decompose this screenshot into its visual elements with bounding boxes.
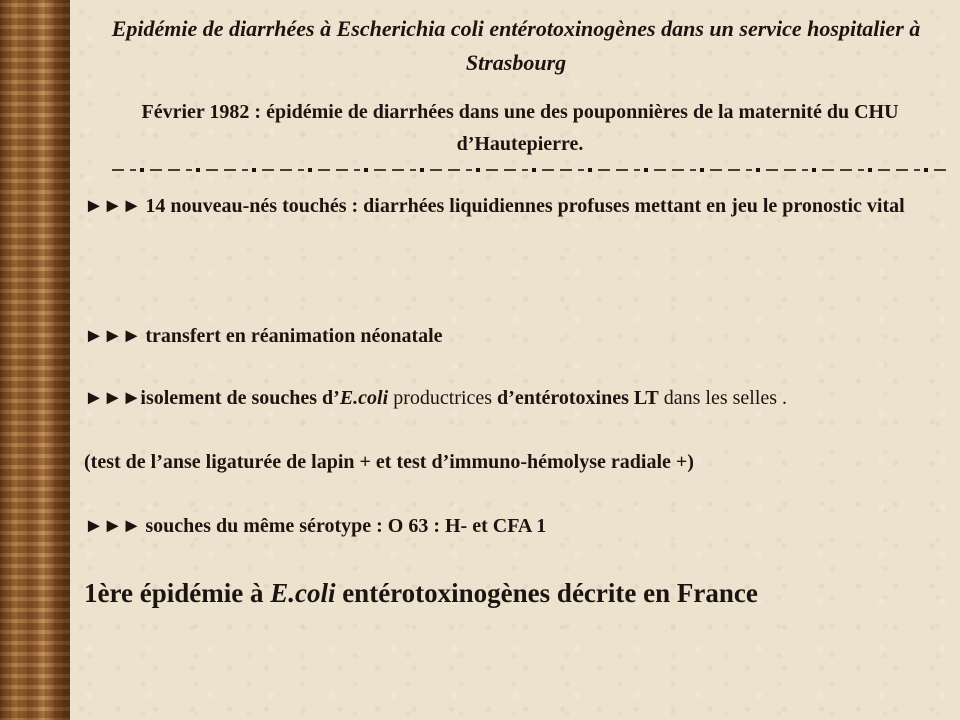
point-text-d: d’entérotoxines LT bbox=[497, 387, 659, 409]
bullet-marker: ►►► bbox=[84, 387, 141, 409]
divider-dot bbox=[196, 168, 200, 172]
slide-content bbox=[72, 0, 960, 720]
divider-dot bbox=[644, 168, 648, 172]
divider-dot bbox=[420, 168, 424, 172]
slide-subtitle: Février 1982 : épidémie de diarrhées dans une des pouponnières de la maternité du CHU d’Hautepierre. bbox=[141, 101, 899, 155]
divider-dot bbox=[924, 168, 928, 172]
conclusion-text-c: entérotoxinogènes décrite en France bbox=[335, 578, 758, 608]
slide-title: Epidémie de diarrhées à Escherichia coli entérotoxinogènes dans un service hospitalier à Strasbourg bbox=[111, 16, 921, 75]
point-newborns-affected bbox=[84, 190, 959, 222]
point-serotype bbox=[84, 510, 959, 542]
divider-dot bbox=[812, 168, 816, 172]
point-text: 14 nouveau-nés touchés : diarrhées liquidiennes profuses mettant en jeu le pronostic vital bbox=[145, 195, 905, 217]
species-name: E.coli bbox=[339, 387, 389, 409]
conclusion-species: E.coli bbox=[270, 578, 336, 608]
point-text: souches du même sérotype : O 63 : H- et CFA 1 bbox=[145, 515, 547, 537]
divider-dot bbox=[364, 168, 368, 172]
divider-dot bbox=[308, 168, 312, 172]
divider-dot bbox=[252, 168, 256, 172]
divider-dot bbox=[868, 168, 872, 172]
decorative-wood-border bbox=[0, 0, 70, 720]
bullet-marker: ►►► bbox=[84, 515, 141, 537]
point-transfer bbox=[84, 320, 959, 352]
conclusion bbox=[84, 574, 959, 612]
divider-dot bbox=[140, 168, 144, 172]
dash-dot-divider bbox=[112, 160, 952, 180]
divider-dot bbox=[756, 168, 760, 172]
point-test-note: (test de l’anse ligaturée de lapin + et test d’immuno-hémolyse radiale +) bbox=[84, 451, 694, 473]
point-text-c: productrices bbox=[388, 387, 498, 409]
point-text: transfert en réanimation néonatale bbox=[145, 325, 443, 347]
divider-dot bbox=[532, 168, 536, 172]
divider-dot bbox=[476, 168, 480, 172]
point-text-a: isolement de souches d’ bbox=[140, 387, 340, 409]
divider-dot bbox=[588, 168, 592, 172]
point-isolation bbox=[84, 382, 959, 414]
bullet-marker: ►►► bbox=[84, 325, 141, 347]
conclusion-text-a: 1ère épidémie à bbox=[84, 578, 271, 608]
divider-dot bbox=[700, 168, 704, 172]
bullet-marker: ►►► bbox=[84, 195, 141, 217]
point-text-e: dans les selles . bbox=[658, 387, 788, 409]
